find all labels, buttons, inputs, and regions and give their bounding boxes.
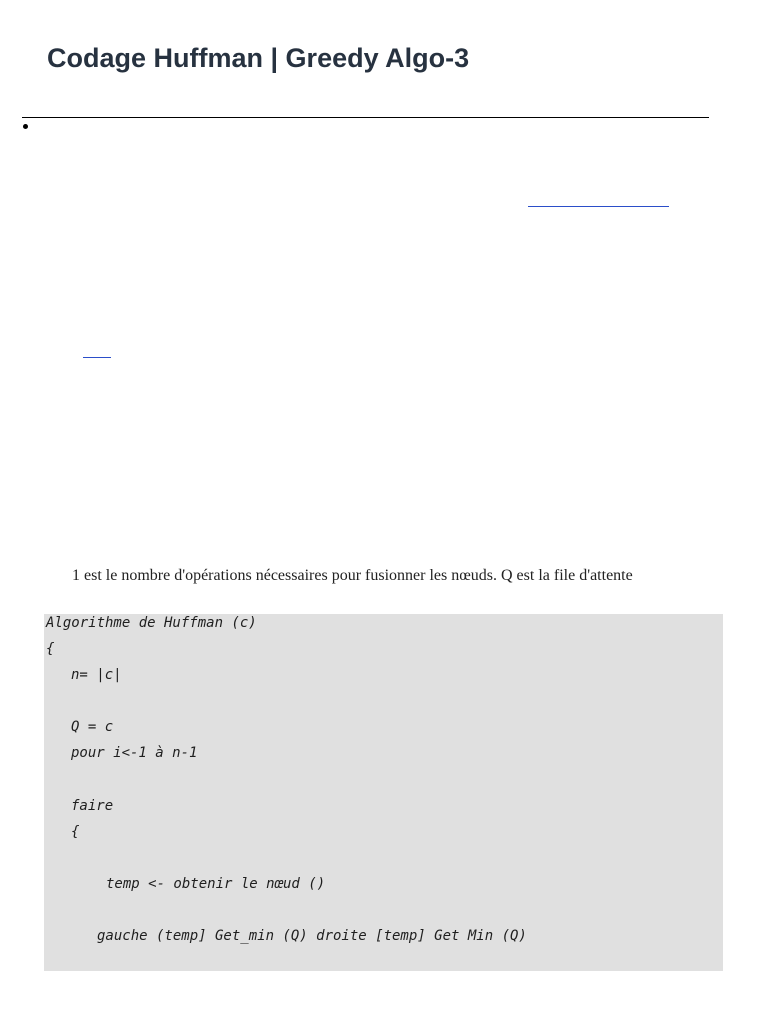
code-line: Q = c xyxy=(71,719,114,735)
title-divider xyxy=(22,117,709,118)
code-line: { xyxy=(71,824,80,840)
code-line: faire xyxy=(71,798,114,814)
article-link[interactable] xyxy=(528,206,669,207)
code-line: temp <- obtenir le nœud () xyxy=(106,876,326,892)
code-line: pour i<-1 à n-1 xyxy=(71,745,198,761)
page-title: Codage Huffman | Greedy Algo-3 xyxy=(47,43,470,73)
list-bullet xyxy=(22,120,28,132)
description-paragraph: 1 est le nombre d'opérations nécessaires pour fusionner les nœuds. Q est la file d'attente xyxy=(72,567,633,584)
code-block xyxy=(44,614,723,971)
inline-link[interactable] xyxy=(83,357,111,358)
code-line: n= |c| xyxy=(71,667,122,683)
code-line: gauche (temp] Get_min (Q) droite [temp] Get Min (Q) xyxy=(97,928,527,944)
code-line: Algorithme de Huffman (c) xyxy=(46,615,257,631)
code-line: { xyxy=(46,641,55,657)
